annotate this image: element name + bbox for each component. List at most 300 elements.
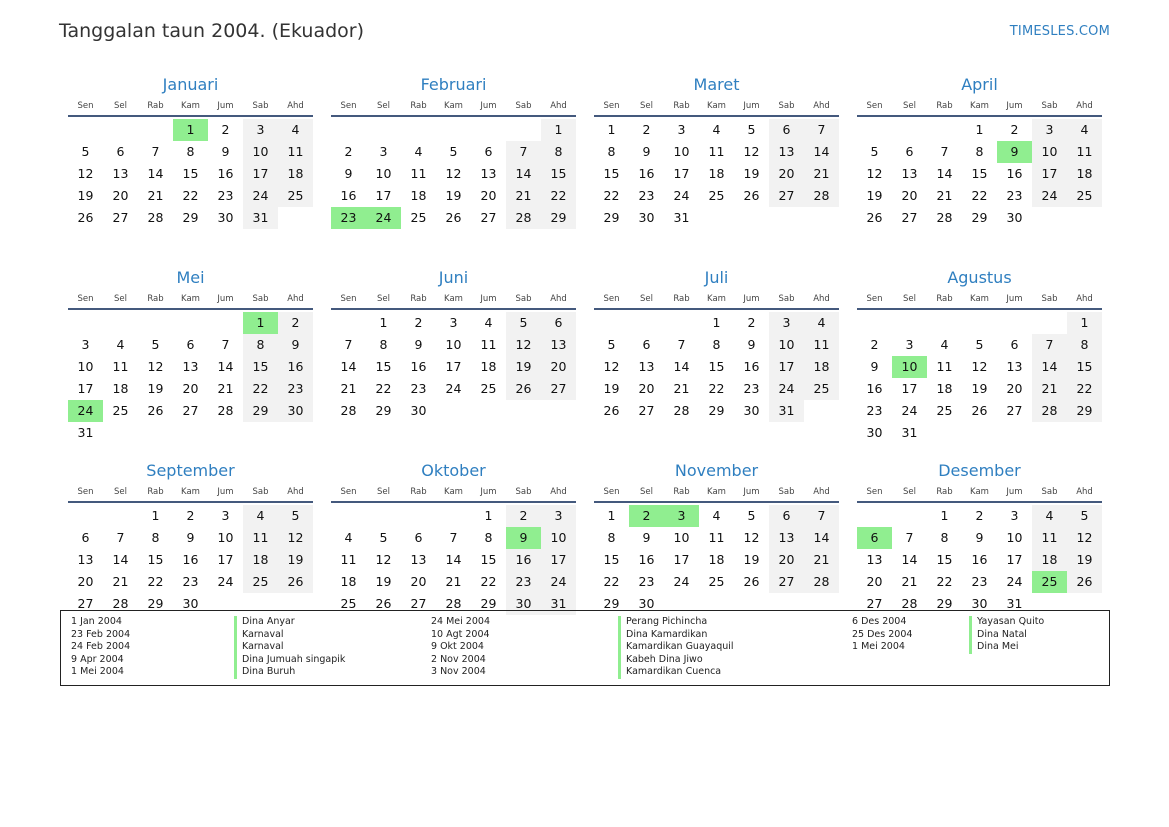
day-cell: 10 [892,356,927,378]
day-cell: 18 [278,163,313,185]
day-empty [664,312,699,334]
day-cell: 2 [414,315,423,330]
day-cell: 28 [901,596,918,611]
weekday-label: Sel [377,487,390,497]
day-cell: 10 [673,144,690,159]
day-grid [331,312,576,422]
weekday-label: Rab [410,294,427,304]
day-empty [857,119,892,141]
holiday-date: 1 Mei 2004 [71,666,124,678]
day-cell: 22 [480,574,497,589]
weekday-label: Kam [970,294,989,304]
day-cell: 31 [673,210,690,225]
day-empty [769,207,804,229]
holiday-name: Kamardikan Cuenca [618,666,734,679]
day-cell: 13 [1006,359,1023,374]
day-cell: 2 [747,315,756,330]
day-cell: 7 [804,505,839,527]
day-cell: 14 [445,552,462,567]
day-cell: 3 [221,508,230,523]
day-cell: 18 [112,381,129,396]
day-empty [997,312,1032,334]
weekday-label: Ahd [1076,487,1093,497]
day-cell: 13 [866,552,883,567]
day-cell: 31 [1006,596,1023,611]
weekday-label: Sel [377,294,390,304]
day-cell: 6 [116,144,125,159]
weekday-label: Kam [444,101,463,111]
day-cell: 12 [147,359,164,374]
day-cell: 5 [151,337,160,352]
month-title: September [146,461,235,480]
day-cell: 17 [375,188,392,203]
weekday-label: Jum [743,487,760,497]
day-cell: 22 [375,381,392,396]
day-grid [857,505,1102,615]
day-empty [1067,207,1102,229]
day-empty [506,400,541,422]
day-cell: 16 [182,552,199,567]
holiday-date: 1 Jan 2004 [71,616,122,627]
day-grid [857,312,1102,444]
day-empty [857,312,892,334]
day-cell: 28 [445,596,462,611]
day-empty [436,119,471,141]
day-cell: 21 [804,163,839,185]
day-cell: 17 [217,552,234,567]
day-cell: 1 [243,312,278,334]
day-cell: 19 [1067,549,1102,571]
day-cell: 14 [217,359,234,374]
day-cell: 9 [506,527,541,549]
day-cell: 11 [1032,527,1067,549]
legend-date-column [71,616,130,679]
day-cell: 28 [804,571,839,593]
day-cell: 8 [607,530,616,545]
month-april [857,73,1102,266]
day-cell: 29 [603,596,620,611]
day-cell: 6 [541,312,576,334]
day-empty [278,207,313,229]
day-cell: 24 [68,400,103,422]
month-mei [68,266,313,459]
day-empty [1032,422,1067,444]
weekday-label: Ahd [550,294,567,304]
day-cell: 6 [414,530,423,545]
weekday-label: Rab [147,294,164,304]
day-cell: 14 [1032,356,1067,378]
day-cell: 17 [445,359,462,374]
day-cell: 22 [971,188,988,203]
day-cell: 12 [77,166,94,181]
holiday-name: Dina Mei [969,641,1044,654]
weekday-label: Sel [640,101,653,111]
day-empty [103,312,138,334]
day-cell: 7 [940,144,949,159]
day-cell: 15 [375,359,392,374]
day-cell: 4 [344,530,353,545]
day-empty [68,119,103,141]
day-cell: 16 [410,359,427,374]
day-cell: 18 [410,188,427,203]
day-cell: 8 [940,530,949,545]
weekday-label: Sel [903,294,916,304]
weekday-label: Sel [903,487,916,497]
day-cell: 1 [607,508,616,523]
weekday-header [331,97,576,117]
day-cell: 10 [445,337,462,352]
day-empty [331,119,366,141]
day-cell: 16 [1006,166,1023,181]
weekday-label: Sen [340,101,357,111]
day-cell: 15 [1067,356,1102,378]
day-cell: 4 [940,337,949,352]
legend-name-column [618,616,734,679]
month-title: Juni [438,268,469,287]
day-cell: 19 [866,188,883,203]
day-cell: 12 [866,166,883,181]
day-cell: 5 [747,122,756,137]
day-cell: 23 [1006,188,1023,203]
holiday-date: 24 Feb 2004 [71,641,131,653]
day-empty [471,400,506,422]
day-cell: 21 [936,188,953,203]
day-cell: 12 [743,144,760,159]
day-empty [138,422,173,444]
day-cell: 15 [971,166,988,181]
holiday-name: Kamardikan Guayaquil [618,641,734,654]
legend-name-column [969,616,1044,654]
day-cell: 3 [243,119,278,141]
day-cell: 7 [1032,334,1067,356]
day-cell: 22 [936,574,953,589]
day-cell: 8 [484,530,493,545]
day-cell: 4 [1067,119,1102,141]
holiday-date: 6 Des 2004 [852,616,907,627]
day-cell: 30 [866,425,883,440]
day-cell: 5 [379,530,388,545]
holiday-name: Yayasan Quito [969,616,1044,629]
weekday-label: Jum [1006,294,1023,304]
day-cell: 13 [112,166,129,181]
day-cell: 28 [506,207,541,229]
day-cell: 30 [743,403,760,418]
day-cell: 24 [673,188,690,203]
day-cell: 18 [243,549,278,571]
day-cell: 30 [638,210,655,225]
day-cell: 3 [541,505,576,527]
day-cell: 12 [1067,527,1102,549]
month-title: November [674,461,759,480]
day-cell: 7 [116,530,125,545]
day-cell: 29 [1067,400,1102,422]
day-cell: 17 [769,356,804,378]
day-cell: 2 [221,122,230,137]
weekday-label: Sen [866,101,883,111]
day-empty [892,312,927,334]
day-empty [103,422,138,444]
day-empty [734,207,769,229]
weekday-label: Sab [515,101,532,111]
day-cell: 16 [278,356,313,378]
holiday-date: 2 Nov 2004 [431,653,486,665]
day-cell: 3 [449,315,458,330]
day-empty [629,312,664,334]
day-empty [804,207,839,229]
weekday-label: Sen [77,101,94,111]
day-empty [927,312,962,334]
day-cell: 25 [112,403,129,418]
day-cell: 10 [375,166,392,181]
day-cell: 16 [217,166,234,181]
day-cell: 19 [603,381,620,396]
day-cell: 27 [112,210,129,225]
month-oktober [331,459,576,629]
day-cell: 7 [221,337,230,352]
day-grid [68,312,313,444]
month-januari [68,73,313,266]
day-cell: 30 [182,596,199,611]
day-empty [892,505,927,527]
day-cell: 9 [186,530,195,545]
day-cell: 23 [331,207,366,229]
weekday-header [594,97,839,117]
day-empty [208,422,243,444]
day-empty [436,400,471,422]
day-cell: 23 [278,378,313,400]
day-cell: 30 [638,596,655,611]
weekday-label: Sab [778,294,795,304]
day-cell: 25 [1067,185,1102,207]
day-cell: 27 [182,403,199,418]
day-cell: 2 [870,337,879,352]
day-cell: 8 [712,337,721,352]
day-cell: 6 [484,144,493,159]
day-cell: 6 [1010,337,1019,352]
day-cell: 27 [410,596,427,611]
day-cell: 23 [217,188,234,203]
holiday-date: 9 Apr 2004 [71,653,124,665]
day-cell: 17 [673,552,690,567]
day-cell: 31 [243,207,278,229]
day-cell: 8 [151,530,160,545]
day-cell: 26 [278,571,313,593]
day-cell: 10 [243,141,278,163]
day-cell: 15 [603,552,620,567]
day-cell: 19 [506,356,541,378]
day-cell: 26 [147,403,164,418]
day-cell: 5 [81,144,90,159]
holiday-date: 23 Feb 2004 [71,628,131,640]
month-title: Februari [420,75,487,94]
day-cell: 18 [1067,163,1102,185]
day-cell: 9 [870,359,879,374]
day-cell: 31 [901,425,918,440]
day-cell: 29 [243,400,278,422]
weekday-label: Sen [866,487,883,497]
weekday-label: Jum [480,294,497,304]
month-title: Maret [693,75,740,94]
day-cell: 1 [607,122,616,137]
day-grid [68,505,313,615]
day-cell: 29 [971,210,988,225]
day-cell: 24 [217,574,234,589]
day-cell: 10 [673,530,690,545]
day-cell: 22 [603,188,620,203]
weekday-label: Kam [181,294,200,304]
month-november [594,459,839,629]
weekday-label: Kam [444,294,463,304]
day-cell: 29 [375,403,392,418]
day-cell: 15 [182,166,199,181]
weekday-label: Sel [377,101,390,111]
day-cell: 4 [1032,505,1067,527]
day-cell: 24 [673,574,690,589]
day-cell: 20 [480,188,497,203]
day-cell: 22 [603,574,620,589]
day-cell: 18 [340,574,357,589]
day-cell: 15 [480,552,497,567]
day-cell: 29 [480,596,497,611]
weekday-label: Jum [217,294,234,304]
brand-link[interactable]: TIMESLES.COM [1009,24,1110,39]
day-cell: 13 [901,166,918,181]
weekday-label: Ahd [1076,101,1093,111]
day-cell: 7 [506,141,541,163]
weekday-label: Rab [673,101,690,111]
day-cell: 11 [243,527,278,549]
day-cell: 30 [1006,210,1023,225]
day-cell: 24 [1032,185,1067,207]
day-cell: 8 [243,334,278,356]
holiday-date: 24 Mei 2004 [431,616,490,627]
day-cell: 10 [769,334,804,356]
day-cell: 9 [344,166,353,181]
day-cell: 3 [905,337,914,352]
holiday-name: Kabeh Dina Jiwo [618,654,734,667]
weekday-label: Sel [640,294,653,304]
month-desember [857,459,1102,629]
day-empty [857,505,892,527]
day-cell: 20 [541,356,576,378]
day-cell: 24 [541,571,576,593]
day-cell: 10 [1006,530,1023,545]
weekday-header [857,290,1102,310]
day-cell: 12 [743,530,760,545]
day-cell: 8 [186,144,195,159]
weekday-label: Kam [181,487,200,497]
weekday-label: Sab [778,101,795,111]
day-cell: 17 [77,381,94,396]
day-cell: 25 [243,571,278,593]
month-juli [594,266,839,459]
day-cell: 21 [1032,378,1067,400]
day-cell: 16 [971,552,988,567]
day-cell: 11 [410,166,427,181]
day-cell: 15 [936,552,953,567]
month-maret [594,73,839,266]
day-cell: 19 [278,549,313,571]
weekday-label: Ahd [813,487,830,497]
weekday-label: Ahd [1076,294,1093,304]
day-cell: 13 [769,527,804,549]
day-cell: 24 [769,378,804,400]
day-grid [594,505,839,615]
day-cell: 18 [804,356,839,378]
day-cell: 11 [340,552,357,567]
day-cell: 13 [77,552,94,567]
day-cell: 23 [506,571,541,593]
holiday-name: Karnaval [234,629,345,642]
day-cell: 26 [971,403,988,418]
day-cell: 29 [936,596,953,611]
day-cell: 12 [971,359,988,374]
day-cell: 13 [769,141,804,163]
day-cell: 7 [449,530,458,545]
day-cell: 18 [480,359,497,374]
day-cell: 9 [642,144,651,159]
day-cell: 7 [677,337,686,352]
day-cell: 8 [541,141,576,163]
day-cell: 14 [804,141,839,163]
day-cell: 25 [410,210,427,225]
day-cell: 30 [217,210,234,225]
day-cell: 4 [712,508,721,523]
day-cell: 21 [901,574,918,589]
day-cell: 10 [217,530,234,545]
day-cell: 19 [445,188,462,203]
day-cell: 11 [278,141,313,163]
day-grid [857,119,1102,229]
day-cell: 19 [375,574,392,589]
day-cell: 21 [445,574,462,589]
day-cell: 28 [936,210,953,225]
day-grid [594,312,839,422]
weekday-label: Ahd [813,101,830,111]
day-grid [594,119,839,229]
day-empty [506,119,541,141]
day-cell: 12 [603,359,620,374]
day-cell: 28 [112,596,129,611]
weekday-header [594,483,839,503]
day-cell: 21 [506,185,541,207]
weekday-header [857,483,1102,503]
weekday-label: Kam [707,101,726,111]
day-cell: 21 [112,574,129,589]
day-cell: 28 [804,185,839,207]
weekday-label: Ahd [287,487,304,497]
day-cell: 15 [708,359,725,374]
day-cell: 30 [506,593,541,615]
day-cell: 5 [449,144,458,159]
day-empty [173,422,208,444]
day-cell: 4 [116,337,125,352]
day-empty [997,422,1032,444]
day-cell: 5 [278,505,313,527]
day-cell: 6 [642,337,651,352]
day-cell: 1 [151,508,160,523]
month-title: Desember [938,461,1021,480]
day-cell: 26 [375,596,392,611]
holiday-date: 10 Agt 2004 [431,628,490,640]
weekday-label: Rab [147,487,164,497]
weekday-label: Jum [743,101,760,111]
day-cell: 20 [1006,381,1023,396]
day-cell: 5 [747,508,756,523]
day-cell: 1 [541,119,576,141]
day-cell: 5 [607,337,616,352]
day-cell: 2 [975,508,984,523]
